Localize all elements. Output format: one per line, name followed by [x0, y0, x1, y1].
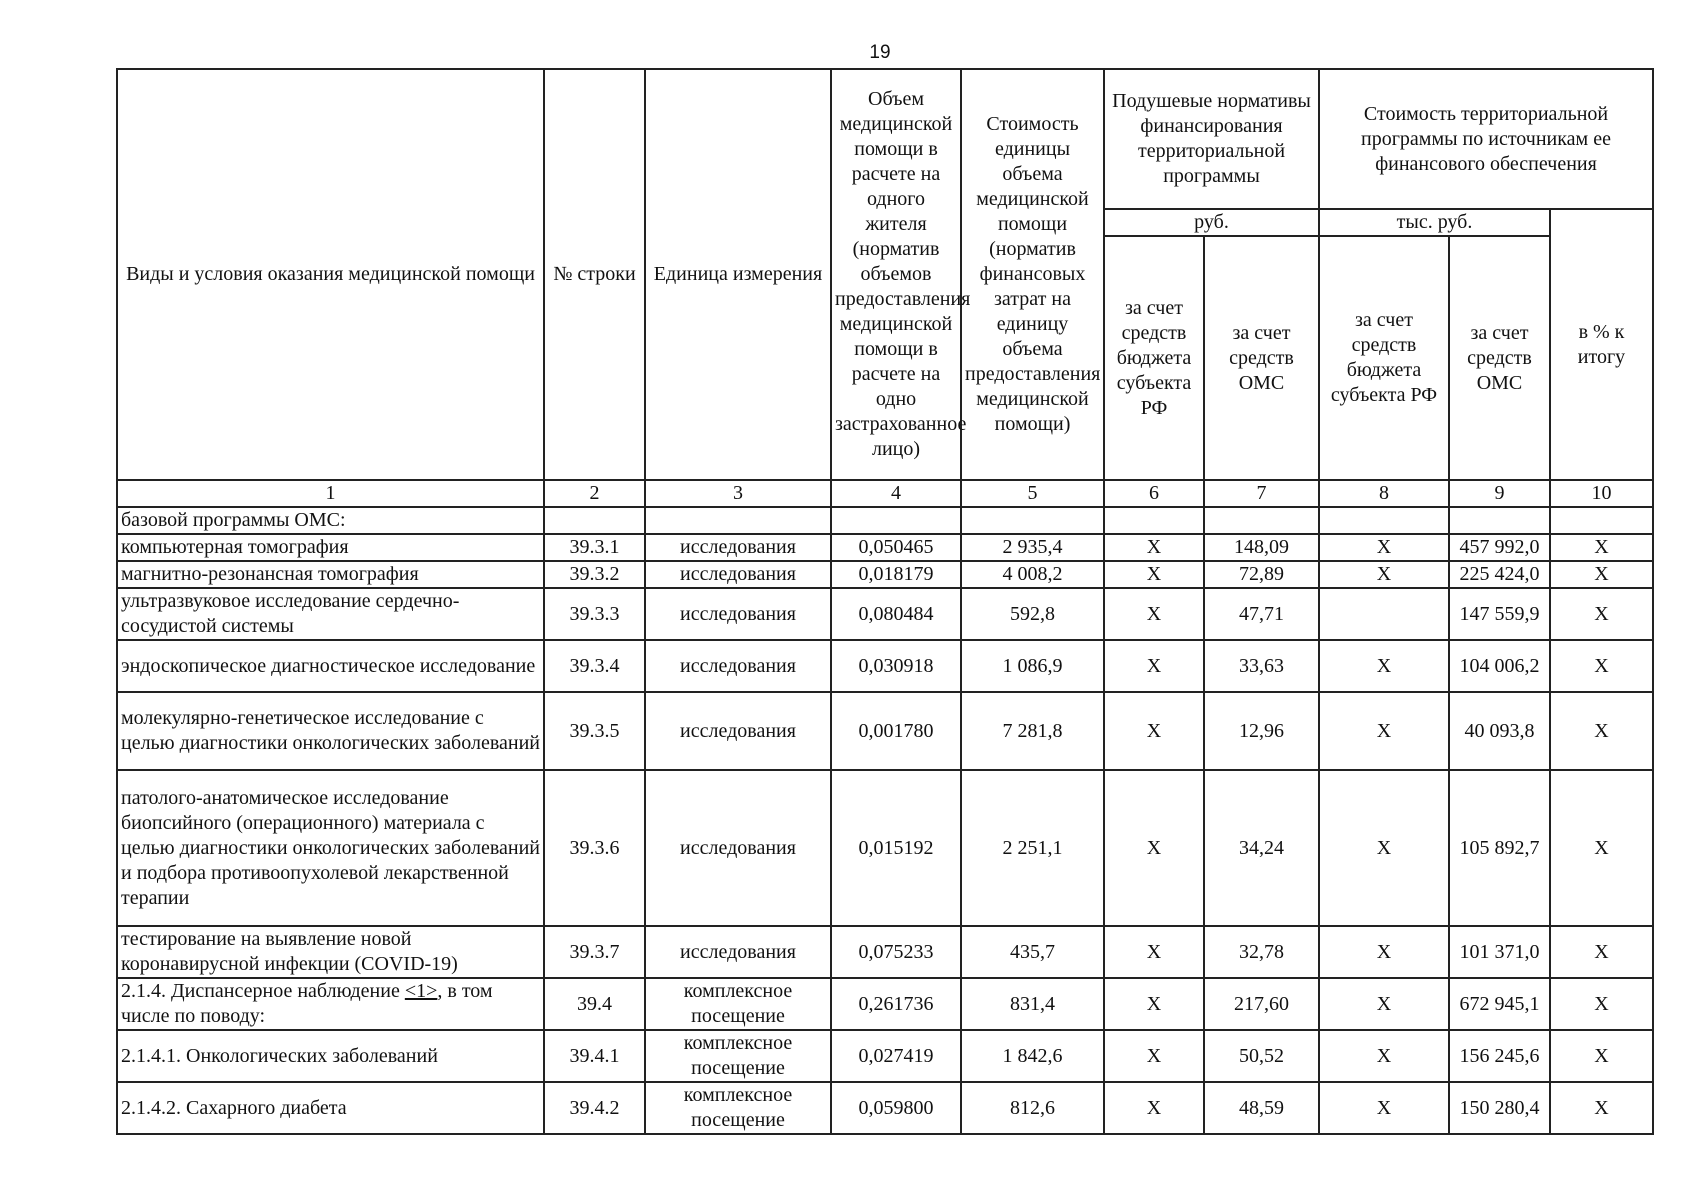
row-c6: X: [1104, 926, 1204, 978]
footnote-link[interactable]: <1>: [404, 980, 438, 1002]
row-c10: X: [1550, 588, 1653, 640]
row-line: 39.3.4: [544, 640, 645, 692]
row-c8: X: [1319, 561, 1449, 588]
column-number: 4: [831, 480, 961, 507]
table-row: [117, 1030, 1653, 1082]
row-volume: 0,027419: [831, 1030, 961, 1082]
row-volume: 0,059800: [831, 1082, 961, 1134]
row-cost: 2 251,1: [961, 770, 1104, 926]
row-unit: комплексное посещение: [645, 1082, 831, 1134]
row-name: магнитно-резонансная томография: [117, 561, 544, 588]
row-name: 2.1.4.1. Онкологических заболеваний: [117, 1030, 544, 1082]
row-volume: 0,050465: [831, 534, 961, 561]
column-number: 3: [645, 480, 831, 507]
row-c10: X: [1550, 692, 1653, 770]
row-c9: 105 892,7: [1449, 770, 1550, 926]
row-name: базовой программы ОМС:: [117, 507, 544, 534]
column-number: 9: [1449, 480, 1550, 507]
table-row: [117, 978, 1653, 1030]
row-cost: 435,7: [961, 926, 1104, 978]
row-cost: 1 086,9: [961, 640, 1104, 692]
table-row: [117, 1082, 1653, 1134]
row-c10: X: [1550, 926, 1653, 978]
row-line: 39.3.7: [544, 926, 645, 978]
table-row: [117, 534, 1653, 561]
row-name: [117, 978, 544, 1030]
row-c7: 50,52: [1204, 1030, 1319, 1082]
row-name: ультразвуковое исследование сердечно-сосудистой системы: [117, 588, 544, 640]
row-c9: [1449, 507, 1550, 534]
row-c6: [1104, 507, 1204, 534]
row-c8: X: [1319, 640, 1449, 692]
row-name-text: , в том числе по поводу:: [121, 980, 493, 1027]
row-c9: 40 093,8: [1449, 692, 1550, 770]
column-number-row: [117, 480, 1653, 507]
row-volume: 0,018179: [831, 561, 961, 588]
column-number: 10: [1550, 480, 1653, 507]
row-volume: 0,015192: [831, 770, 961, 926]
row-unit: исследования: [645, 926, 831, 978]
row-unit: исследования: [645, 640, 831, 692]
row-line: 39.4.2: [544, 1082, 645, 1134]
table-row: [117, 770, 1653, 926]
row-c8: X: [1319, 1030, 1449, 1082]
header-volume: Объем медицинской помощи в расчете на одного жителя (норматив объемов предоставления медицинской помощи в расчете на одно застрахованное лицо): [831, 69, 961, 480]
row-volume: 0,030918: [831, 640, 961, 692]
row-c9: 156 245,6: [1449, 1030, 1550, 1082]
row-c8: X: [1319, 692, 1449, 770]
row-c10: X: [1550, 534, 1653, 561]
row-c9: 457 992,0: [1449, 534, 1550, 561]
header-per-capita-group: Подушевые нормативы финансирования территориальной программы: [1104, 69, 1319, 209]
row-c6: X: [1104, 1030, 1204, 1082]
row-volume: 0,075233: [831, 926, 961, 978]
row-line: 39.3.3: [544, 588, 645, 640]
row-c9: 104 006,2: [1449, 640, 1550, 692]
row-name: патолого-анатомическое исследование биопсийного (операционного) материала с целью диагностики онкологических заболеваний и подбора противоопухолевой лекарственной терапии: [117, 770, 544, 926]
header-line-number: № строки: [544, 69, 645, 480]
row-name-text: 2.1.4. Диспансерное наблюдение: [121, 980, 405, 1002]
row-c7: 72,89: [1204, 561, 1319, 588]
column-number: 6: [1104, 480, 1204, 507]
header-unit: Единица измерения: [645, 69, 831, 480]
row-cost: [961, 507, 1104, 534]
row-volume: 0,001780: [831, 692, 961, 770]
row-c6: X: [1104, 534, 1204, 561]
row-line: [544, 507, 645, 534]
row-name: молекулярно-генетическое исследование с целью диагностики онкологических заболеваний: [117, 692, 544, 770]
table-row: [117, 507, 1653, 534]
row-cost: 592,8: [961, 588, 1104, 640]
row-name: тестирование на выявление новой коронавирусной инфекции (COVID-19): [117, 926, 544, 978]
row-c7: 32,78: [1204, 926, 1319, 978]
row-c8: X: [1319, 770, 1449, 926]
row-c7: 34,24: [1204, 770, 1319, 926]
row-cost: 2 935,4: [961, 534, 1104, 561]
row-c6: X: [1104, 978, 1204, 1030]
row-name: эндоскопическое диагностическое исследование: [117, 640, 544, 692]
row-unit: комплексное посещение: [645, 978, 831, 1030]
row-line: 39.3.6: [544, 770, 645, 926]
table-row: [117, 926, 1653, 978]
row-c7: 217,60: [1204, 978, 1319, 1030]
table-row: [117, 561, 1653, 588]
header-program-cost-group: Стоимость территориальной программы по источникам ее финансового обеспечения: [1319, 69, 1653, 209]
row-c10: X: [1550, 770, 1653, 926]
row-cost: 1 842,6: [961, 1030, 1104, 1082]
row-c7: 33,63: [1204, 640, 1319, 692]
header-unit-cost: Стоимость единицы объема медицинской помощи (норматив финансовых затрат на единицу объема предоставления медицинской помощи): [961, 69, 1104, 480]
row-c8: [1319, 588, 1449, 640]
row-c10: X: [1550, 1030, 1653, 1082]
row-name: 2.1.4.2. Сахарного диабета: [117, 1082, 544, 1134]
row-line: 39.3.1: [544, 534, 645, 561]
row-c10: X: [1550, 640, 1653, 692]
row-cost: 812,6: [961, 1082, 1104, 1134]
row-unit: исследования: [645, 770, 831, 926]
row-c7: 148,09: [1204, 534, 1319, 561]
row-c10: [1550, 507, 1653, 534]
column-number: 8: [1319, 480, 1449, 507]
row-name: компьютерная томография: [117, 534, 544, 561]
header-care-types: Виды и условия оказания медицинской помощи: [117, 69, 544, 480]
table-row: [117, 692, 1653, 770]
row-c9: 225 424,0: [1449, 561, 1550, 588]
header-oms-per-capita: за счет средств ОМС: [1204, 236, 1319, 480]
row-volume: 0,261736: [831, 978, 961, 1030]
column-number: 2: [544, 480, 645, 507]
row-unit: исследования: [645, 534, 831, 561]
row-c6: X: [1104, 561, 1204, 588]
row-line: 39.4: [544, 978, 645, 1030]
row-volume: [831, 507, 961, 534]
table-row: [117, 588, 1653, 640]
row-volume: 0,080484: [831, 588, 961, 640]
row-c8: X: [1319, 1082, 1449, 1134]
table-row: [117, 640, 1653, 692]
row-line: 39.3.2: [544, 561, 645, 588]
row-c7: [1204, 507, 1319, 534]
row-c10: X: [1550, 978, 1653, 1030]
row-c6: X: [1104, 1082, 1204, 1134]
header-unit-rub: руб.: [1104, 209, 1319, 236]
row-c7: 47,71: [1204, 588, 1319, 640]
row-c10: X: [1550, 1082, 1653, 1134]
row-c9: 147 559,9: [1449, 588, 1550, 640]
row-c6: X: [1104, 770, 1204, 926]
row-c9: 101 371,0: [1449, 926, 1550, 978]
row-cost: 7 281,8: [961, 692, 1104, 770]
header-budget-per-capita: за счет средств бюджета субъекта РФ: [1104, 236, 1204, 480]
row-c7: 12,96: [1204, 692, 1319, 770]
row-unit: комплексное посещение: [645, 1030, 831, 1082]
page-number: 19: [869, 42, 891, 63]
row-c8: X: [1319, 978, 1449, 1030]
row-cost: 831,4: [961, 978, 1104, 1030]
column-number: 5: [961, 480, 1104, 507]
row-unit: исследования: [645, 561, 831, 588]
row-unit: исследования: [645, 588, 831, 640]
row-c8: [1319, 507, 1449, 534]
row-c8: X: [1319, 926, 1449, 978]
header-oms-cost: за счет средств ОМС: [1449, 236, 1550, 480]
column-number: 7: [1204, 480, 1319, 507]
header-percent-of-total: в % к итогу: [1550, 209, 1653, 480]
row-unit: [645, 507, 831, 534]
header-budget-cost: за счет средств бюджета субъекта РФ: [1319, 236, 1449, 480]
header-unit-thousand-rub: тыс. руб.: [1319, 209, 1550, 236]
row-line: 39.3.5: [544, 692, 645, 770]
row-c6: X: [1104, 588, 1204, 640]
row-c8: X: [1319, 534, 1449, 561]
financing-table: [116, 68, 1654, 1135]
row-cost: 4 008,2: [961, 561, 1104, 588]
row-line: 39.4.1: [544, 1030, 645, 1082]
row-c9: 150 280,4: [1449, 1082, 1550, 1134]
row-c9: 672 945,1: [1449, 978, 1550, 1030]
row-c10: X: [1550, 561, 1653, 588]
row-c6: X: [1104, 692, 1204, 770]
row-unit: исследования: [645, 692, 831, 770]
column-number: 1: [117, 480, 544, 507]
row-c6: X: [1104, 640, 1204, 692]
row-c7: 48,59: [1204, 1082, 1319, 1134]
